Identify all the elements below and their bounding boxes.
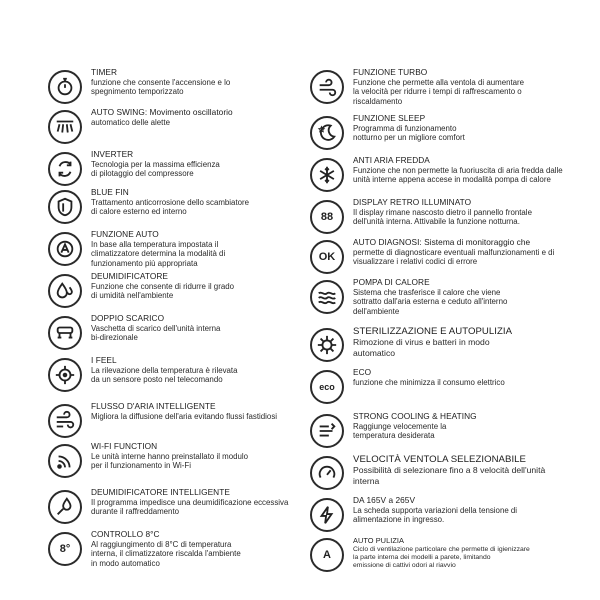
- feature-controllo-8: [48, 530, 310, 568]
- i-feel-icon: [48, 358, 82, 392]
- feature-auto-swing: [48, 108, 310, 144]
- feature-description-line: Tecnologia per la massima efficienza: [91, 159, 220, 169]
- pompa-calore-icon: [310, 280, 344, 314]
- feature-description-line: Il display rimane nascosto dietro il pannello frontale: [353, 207, 532, 217]
- feature-description-line: notturno per un migliore comfort: [353, 133, 465, 143]
- feature-title: BLUE FIN: [91, 187, 129, 197]
- feature-description-line: alimentazione in ingresso.: [353, 515, 445, 525]
- feature-description-line: di umidità nell'ambiente: [91, 291, 174, 301]
- deumidificatore-intelligente-icon: [48, 490, 82, 524]
- icon-label: eco: [319, 382, 335, 392]
- anti-aria-fredda-icon: [310, 158, 344, 192]
- feature-description-line: temperatura desiderata: [353, 431, 435, 441]
- feature-description-line: dell'ambiente: [353, 306, 400, 316]
- feature-description-line: di pilotaggio del compressore: [91, 169, 194, 179]
- feature-description-line: La scheda supporta variazioni della tensione di: [353, 505, 518, 515]
- feature-title: DISPLAY RETRO ILLUMINATO: [353, 197, 472, 207]
- feature-description-line: Trattamento anticorrosione dello scambiatore: [91, 197, 250, 207]
- feature-title: I FEEL: [91, 355, 117, 365]
- sterilizzazione-icon: [310, 328, 344, 362]
- feature-description-line: automatico delle alette: [91, 117, 170, 127]
- feature-description-line: automatico: [353, 347, 396, 358]
- feature-title: DOPPIO SCARICO: [91, 313, 165, 323]
- feature-description-line: funzionamento più appropriata: [91, 258, 198, 268]
- feature-title: VELOCITÀ VENTOLA SELEZIONABILE: [353, 454, 527, 465]
- feature-pompa-calore: [310, 278, 572, 316]
- auto-swing-icon: [48, 110, 82, 144]
- feature-description-line: riscaldamento: [353, 96, 403, 106]
- feature-auto-pulizia: [310, 536, 572, 572]
- funzione-auto-icon: [48, 232, 82, 266]
- feature-description-line: visualizzare i relativi codici di errore: [353, 257, 478, 267]
- doppio-scarico-icon: [48, 316, 82, 350]
- feature-description-line: da un sensore posto nel telecomando: [91, 375, 223, 385]
- feature-turbo: [310, 68, 572, 106]
- feature-title: POMPA DI CALORE: [353, 277, 430, 287]
- feature-title: FLUSSO D'ARIA INTELLIGENTE: [91, 401, 216, 411]
- feature-flusso-aria: [48, 402, 310, 438]
- feature-description-line: Raggiunge velocemente la: [353, 421, 447, 431]
- feature-title: AUTO PULIZIA: [353, 536, 404, 545]
- feature-description-line: durante il raffreddamento: [91, 507, 180, 517]
- feature-title: DEUMIDIFICATORE INTELLIGENTE: [91, 487, 230, 497]
- feature-display: [310, 198, 572, 234]
- feature-description-line: funzione che minimizza il consumo elettrico: [353, 377, 505, 387]
- feature-description-line: interna: [353, 475, 380, 486]
- blue-fin-icon: [48, 190, 82, 224]
- feature-velocita-ventola: [310, 454, 572, 490]
- feature-title: STERILIZZAZIONE E AUTOPULIZIA: [353, 326, 513, 337]
- feature-description-line: Funzione che non permette la fuoriuscita di aria fredda dalle: [353, 165, 563, 175]
- feature-description-line: Funzione che permette alla ventola di aumentare: [353, 77, 525, 87]
- feature-description-line: In base alla temperatura impostata il: [91, 239, 219, 249]
- feature-title: AUTO DIAGNOSI: Sistema di monitoraggio che: [353, 237, 531, 247]
- feature-title: WI-FI FUNCTION: [91, 441, 158, 451]
- feature-inverter: [48, 150, 310, 186]
- feature-title: AUTO SWING: Movimento oscillatorio: [91, 107, 233, 117]
- wifi-icon: [48, 444, 82, 478]
- feature-deumidificatore-intelligente: [48, 488, 310, 524]
- feature-description-line: Il programma impedisce una deumidificazione eccessiva: [91, 497, 289, 507]
- feature-description-line: spegnimento temporizzato: [91, 87, 184, 97]
- feature-description-line: per il funzionamento in Wi-Fi: [91, 461, 191, 471]
- feature-description-line: Ciclo di ventilazione particolare che permette di igienizzare: [353, 545, 530, 553]
- flusso-aria-icon: [48, 404, 82, 438]
- icon-label: 8°: [59, 543, 71, 555]
- feature-title: FUNZIONE SLEEP: [353, 113, 426, 123]
- feature-title: FUNZIONE TURBO: [353, 67, 428, 77]
- inverter-icon: [48, 152, 82, 186]
- feature-strong-cooling: [310, 412, 572, 448]
- deumidificatore-icon: [48, 274, 82, 308]
- feature-description-line: Possibilità di selezionare fino a 8 velocità dell'unità: [353, 465, 546, 475]
- icon-label: 88: [320, 211, 334, 223]
- feature-description-line: Al raggiungimento di 8°C di temperatura: [91, 539, 232, 549]
- feature-description-line: Rimozione di virus e batteri in modo: [353, 337, 490, 347]
- display-icon: [310, 200, 344, 234]
- auto-diagnosi-icon: [310, 240, 344, 274]
- controllo-8-icon: [48, 532, 82, 566]
- feature-description-line: unità interne appena accese in modalità pompa di calore: [353, 175, 551, 185]
- eco-icon: [310, 370, 344, 404]
- feature-anti-aria-fredda: [310, 156, 572, 192]
- strong-cooling-icon: [310, 414, 344, 448]
- feature-title: CONTROLLO 8°C: [91, 529, 160, 539]
- feature-wifi: [48, 442, 310, 478]
- feature-timer: [48, 68, 310, 104]
- feature-description-line: dell'unità interna. Attivabile la funzione notturna.: [353, 217, 520, 227]
- feature-description-line: Migliora la diffusione dell'aria evitando flussi fastidiosi: [91, 411, 278, 421]
- feature-eco: [310, 368, 572, 404]
- turbo-icon: [310, 70, 344, 104]
- feature-sleep: [310, 114, 572, 150]
- sleep-icon: [310, 116, 344, 150]
- feature-title: INVERTER: [91, 149, 134, 159]
- timer-icon: [48, 70, 82, 104]
- feature-description-line: emissione di cattivi odori al riavvio: [353, 562, 456, 570]
- feature-description-line: permette di diagnosticare eventuali malfunzionamenti e di: [353, 247, 555, 257]
- feature-description-line: Funzione che consente di ridurre il grado: [91, 281, 234, 291]
- feature-description-line: la velocità per ridurre i tempi di raffrescamento o: [353, 87, 522, 97]
- feature-voltage: [310, 496, 572, 532]
- feature-title: FUNZIONE AUTO: [91, 229, 159, 239]
- feature-description-line: Vaschetta di scarico dell'unità interna: [91, 323, 221, 333]
- feature-title: STRONG COOLING & HEATING: [353, 411, 477, 421]
- feature-blue-fin: [48, 188, 310, 224]
- feature-description-line: La rilevazione della temperatura è rilevata: [91, 365, 238, 375]
- icon-label: OK: [318, 251, 336, 263]
- feature-title: ECO: [353, 367, 372, 377]
- feature-description-line: Le unità interne hanno preinstallato il modulo: [91, 451, 249, 461]
- feature-deumidificatore: [48, 272, 310, 308]
- voltage-icon: [310, 498, 344, 532]
- icon-label: A: [323, 549, 331, 561]
- feature-description-line: funzione che consente l'accensione e lo: [91, 77, 231, 87]
- feature-title: ANTI ARIA FREDDA: [353, 155, 430, 165]
- feature-description-line: interna, il climatizzatore riscalda l'ambiente: [91, 549, 241, 559]
- feature-title: TIMER: [91, 67, 118, 77]
- feature-auto-diagnosi: [310, 238, 572, 274]
- feature-description-line: Programma di funzionamento: [353, 123, 457, 133]
- feature-sterilizzazione: [310, 326, 572, 362]
- feature-i-feel: [48, 356, 310, 392]
- feature-description-line: Sistema che trasferisce il calore che viene: [353, 287, 501, 297]
- velocita-ventola-icon: [310, 456, 344, 490]
- feature-description-line: in modo automatico: [91, 558, 160, 568]
- feature-description-line: la parte interna dei modelli a parete, limitando: [353, 554, 491, 561]
- feature-title: DEUMIDIFICATORE: [91, 271, 168, 281]
- feature-description-line: climatizzatore determina la modalità di: [91, 249, 226, 259]
- feature-title: DA 165V a 265V: [353, 495, 416, 505]
- feature-description-line: di calore esterno ed interno: [91, 207, 187, 217]
- feature-funzione-auto: [48, 230, 310, 268]
- feature-description-line: sottratto dall'aria esterna e ceduto all'interno: [353, 297, 508, 307]
- feature-description-line: bi-direzionale: [91, 333, 138, 343]
- auto-pulizia-icon: [310, 538, 344, 572]
- feature-doppio-scarico: [48, 314, 310, 350]
